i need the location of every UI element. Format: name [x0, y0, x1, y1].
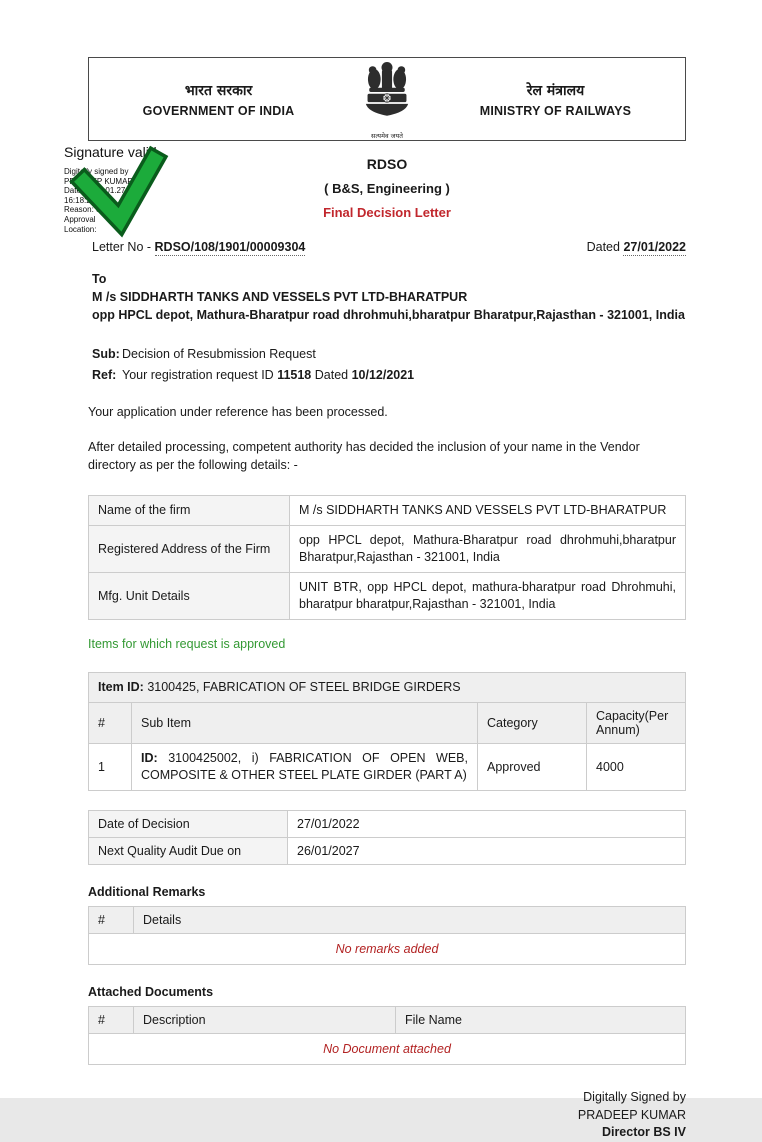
remarks-col-sn: #	[89, 907, 134, 934]
remarks-col-details: Details	[134, 907, 686, 934]
item-id-prefix: ID:	[141, 751, 158, 765]
government-header-box	[88, 57, 686, 141]
org-name: RDSO	[366, 156, 408, 172]
dated-label: Dated	[586, 240, 624, 254]
column-header-row	[89, 907, 686, 934]
table-row	[89, 496, 686, 526]
document-type-title: Final Decision Letter	[323, 205, 451, 220]
column-header-row	[89, 1007, 686, 1034]
letter-content	[64, 57, 686, 1142]
ref-label: Ref:	[92, 368, 117, 382]
signature-line: Location:	[64, 224, 97, 234]
sub-text: Decision of Resubmission Request	[122, 347, 316, 361]
table-row	[89, 744, 686, 791]
firm-address: opp HPCL depot, Mathura-Bharatpur road dhrohmuhi,bharatpur Bharatpur,Rajasthan - 321001, India	[92, 308, 685, 322]
decision-date-label: Date of Decision	[89, 811, 288, 838]
addressee-block	[88, 270, 686, 324]
item-sub-item	[132, 744, 478, 791]
item-id-text: 3100425, FABRICATION OF STEEL BRIDGE GIRDERS	[143, 680, 461, 694]
column-header-row	[89, 703, 686, 744]
ref-date: 10/12/2021	[351, 368, 415, 382]
letter-date	[587, 240, 686, 254]
ref-request-id: 11518	[277, 368, 312, 382]
firm-name-value: M /s SIDDHARTH TANKS AND VESSELS PVT LTD-BHARATPUR	[290, 496, 686, 526]
remarks-table	[88, 906, 686, 965]
additional-remarks-heading: Additional Remarks	[88, 885, 206, 899]
signatory-name: PRADEEP KUMAR	[577, 1107, 686, 1122]
col-header-category: Category	[478, 703, 587, 744]
col-header-sn: #	[89, 703, 132, 744]
attached-documents-heading: Attached Documents	[88, 985, 214, 999]
firm-details-table	[88, 495, 686, 620]
department-name: ( B&S, Engineering )	[324, 181, 450, 196]
satyameva-jayate-text: सत्यमेव जयते	[371, 131, 403, 140]
ministry-of-railways-text: MINISTRY OF RAILWAYS	[479, 103, 632, 118]
col-header-capacity: Capacity(Per Annum)	[587, 703, 686, 744]
reference-line	[92, 365, 686, 386]
table-row	[89, 526, 686, 573]
letter-no-value: RDSO/108/1901/00009304	[154, 240, 306, 254]
decision-date-value: 27/01/2022	[288, 811, 686, 838]
green-checkmark-icon	[76, 152, 160, 232]
docs-col-description: Description	[134, 1007, 396, 1034]
item-sn: 1	[89, 744, 132, 791]
bharat-sarkar-text: भारत सरकार	[184, 82, 253, 99]
stamp-letterhead-band	[64, 141, 686, 238]
signature-line: Approval	[64, 214, 96, 224]
subject-line	[92, 344, 686, 365]
signature-valid-text: Signature valid	[64, 144, 157, 160]
government-of-india-text: GOVERNMENT OF INDIA	[142, 103, 295, 118]
signature-line: Reason: Sign Final	[64, 205, 132, 215]
letter-number	[92, 240, 305, 254]
ref-prefix: Your registration request ID	[122, 368, 278, 382]
audit-due-label: Next Quality Audit Due on	[89, 838, 288, 865]
table-row	[89, 573, 686, 620]
registered-address-label: Registered Address of the Firm	[89, 526, 290, 573]
table-row	[89, 838, 686, 865]
docs-col-file-name: File Name	[396, 1007, 686, 1034]
approved-items-heading: Items for which request is approved	[88, 637, 286, 651]
subject-reference-block	[88, 344, 686, 386]
letter-meta-row	[88, 240, 686, 254]
sub-label: Sub:	[92, 347, 120, 361]
item-id-label: Item ID:	[98, 680, 144, 694]
signature-line: PRADEEP KUMAR	[64, 176, 134, 186]
approved-items-table	[88, 672, 686, 791]
no-document-text: No Document attached	[89, 1034, 686, 1065]
registered-address-value: opp HPCL depot, Mathura-Bharatpur road dhrohmuhi,bharatpur Bharatpur,Rajasthan - 321001, India	[290, 526, 686, 573]
gov-of-india-block	[89, 81, 348, 118]
signature-line: Date: 2022.01.27	[64, 186, 126, 196]
firm-name-label: Name of the firm	[89, 496, 290, 526]
item-sub-item-text: 3100425002, i) FABRICATION OF OPEN WEB, COMPOSITE & OTHER STEEL PLATE GIRDER (PART A)	[141, 751, 468, 782]
body-paragraph-1: Your application under reference has been processed.	[88, 405, 388, 419]
table-row	[89, 934, 686, 965]
national-emblem	[348, 59, 426, 140]
letter-no-label: Letter No -	[92, 240, 155, 254]
signatory-designation: Director BS IV	[601, 1125, 686, 1139]
to-label: To	[92, 272, 107, 286]
item-capacity: 4000	[587, 744, 686, 791]
item-id-header-row	[89, 673, 686, 703]
ashoka-emblem-icon	[359, 59, 415, 125]
body-paragraph-2: After detailed processing, competent authority has decided the inclusion of your name in the Vendor directory as per the following details: -	[88, 440, 640, 472]
item-id-header-cell	[89, 673, 686, 703]
ministry-of-railways-block	[426, 81, 685, 118]
mfg-unit-label: Mfg. Unit Details	[89, 573, 290, 620]
audit-due-value: 26/01/2027	[288, 838, 686, 865]
signature-line: 16:18:26 IST	[64, 195, 110, 205]
documents-table	[88, 1006, 686, 1065]
digital-signature-stamp	[64, 144, 234, 234]
docs-col-sn: #	[89, 1007, 134, 1034]
footer-signature-block	[88, 1089, 686, 1142]
ref-middle: Dated	[311, 368, 352, 382]
signature-line: Digitally signed by	[64, 167, 129, 176]
col-header-sub-item: Sub Item	[132, 703, 478, 744]
rail-mantralaya-text: रेल मंत्रालय	[526, 82, 585, 99]
item-category: Approved	[478, 744, 587, 791]
table-row	[89, 1034, 686, 1065]
no-remarks-text: No remarks added	[89, 934, 686, 965]
dated-value: 27/01/2022	[623, 240, 686, 254]
decision-dates-table	[88, 810, 686, 865]
digitally-signed-by-text: Digitally Signed by	[583, 1090, 686, 1104]
mfg-unit-value: UNIT BTR, opp HPCL depot, mathura-bharatpur road Dhrohmuhi, bharatpur bharatpur,Rajasthan - 321001, India	[290, 573, 686, 620]
table-row	[89, 811, 686, 838]
firm-name: M /s SIDDHARTH TANKS AND VESSELS PVT LTD-BHARATPUR	[92, 290, 468, 304]
